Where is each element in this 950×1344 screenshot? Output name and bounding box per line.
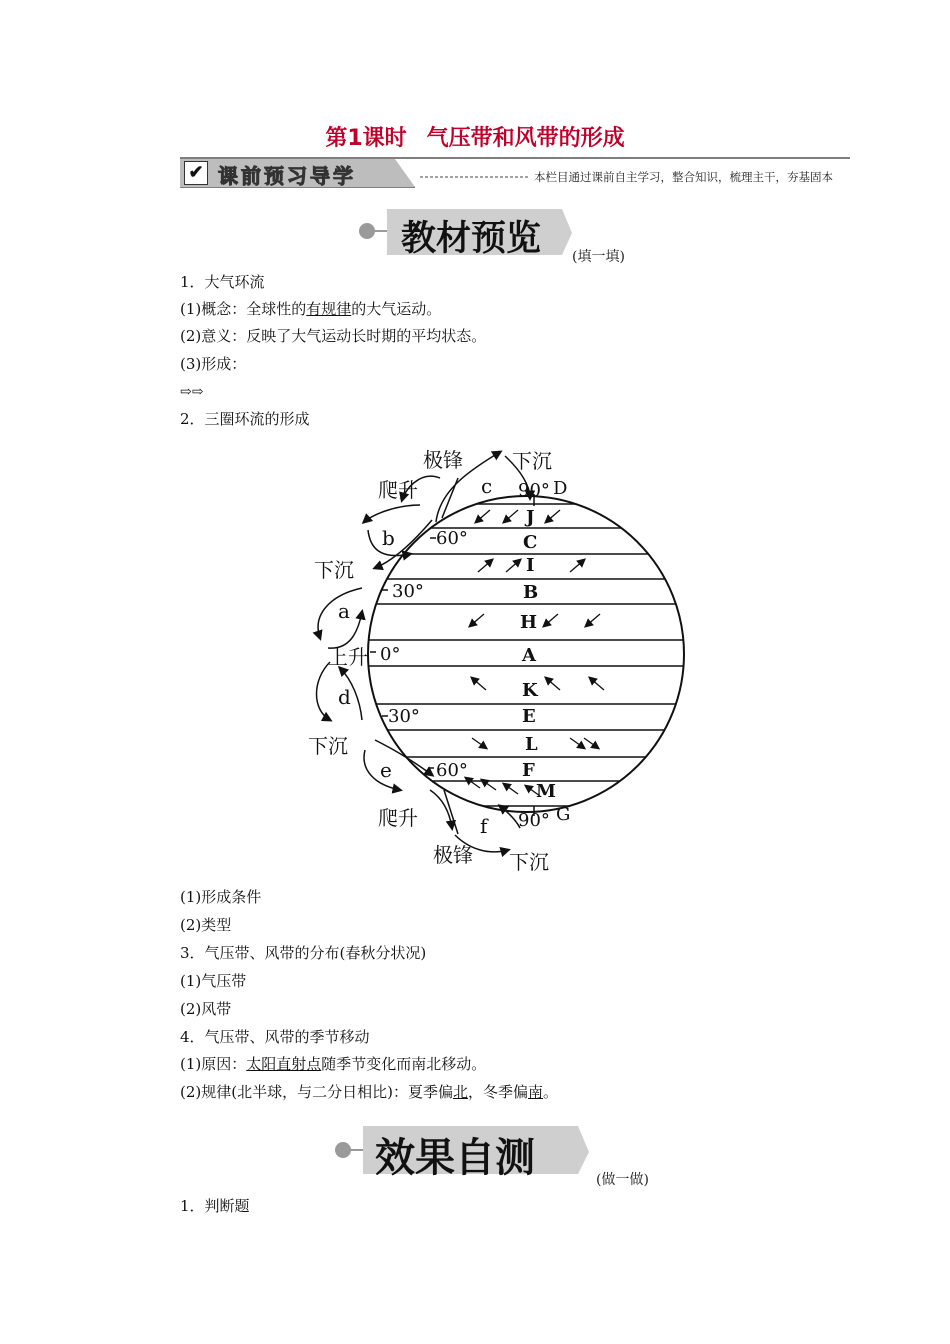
item-1-1 [180,299,441,319]
label-xiachen-bottom: 下沉 [509,850,549,874]
answer-underline: 太阳直射点 [246,1055,322,1073]
section-heading-test [333,1122,595,1181]
item-2: 2．三圈环流的形成 [180,410,310,428]
label-90-top: 90° [518,480,550,501]
item-1-3: (3)形成： [180,355,247,373]
label-I: I [526,555,535,576]
label-e: e [380,758,392,782]
label-b: b [382,526,395,550]
label-0: 0° [380,644,401,665]
label-K: K [522,680,538,701]
text: 。 [543,1083,559,1101]
label-60-bottom: 60° [436,760,468,781]
label-jifeng-bottom: 极锋 [433,843,473,867]
label-F: F [522,760,535,781]
label-C: C [523,532,538,553]
heading-text: 效果自测 [375,1135,535,1181]
label-xiachen-left-top: 下沉 [314,558,354,582]
label-J: J [526,507,535,528]
text: 的大气运动。 [351,300,442,318]
label-D: D [553,478,568,499]
item-2-1: (1)形成条件 [180,888,262,906]
label-L: L [525,734,538,755]
question-1: 1．判断题 [180,1197,250,1215]
item-2-2: (2)类型 [180,916,232,934]
label-pasheng-top: 爬升 [378,478,418,502]
text: 随季节变化而南北移动。 [321,1055,487,1073]
heading-subtitle: (做一做) [596,1172,649,1188]
label-f: f [480,814,488,838]
answer-underline: 北 [452,1083,468,1101]
three-cell-circulation-diagram [300,440,700,874]
banner-label: 课前预习导学 [218,164,356,188]
label-M: M [536,781,556,802]
label-a: a [338,599,350,623]
answer-underline: 有规律 [306,300,352,318]
label-30-top: 30° [392,581,424,602]
item-3: 3．气压带、风带的分布(春秋分状况) [180,944,427,962]
label-pasheng-bottom: 爬升 [378,806,418,830]
text: (2)规律(北半球，与二分日相比)：夏季偏 [180,1083,453,1101]
label-60-top: 60° [436,528,468,549]
label-xiachen-top: 下沉 [512,449,552,473]
check-icon: ✔ [184,161,208,185]
text: (1)概念：全球性的 [180,300,307,318]
label-c: c [481,474,493,498]
heading-subtitle: (填一填) [572,249,625,265]
label-shangsheng: 上升 [328,645,368,669]
label-H: H [520,612,538,633]
heading-text: 教材预览 [401,219,542,259]
item-4-2 [180,1082,558,1102]
item-4-1 [180,1054,486,1074]
item-1: 1．大气环流 [180,273,265,291]
label-G: G [556,804,571,825]
item-1-2: (2)意义：反映了大气运动长时期的平均状态。 [180,327,487,345]
label-B: B [523,582,539,603]
label-xiachen-left-bottom: 下沉 [308,734,348,758]
answer-underline: 南 [528,1083,544,1101]
section-heading-preview [357,205,577,259]
item-3-1: (1)气压带 [180,972,247,990]
label-d: d [338,685,351,709]
lesson-topic: 气压带和风带的形成 [426,126,625,151]
item-4: 4．气压带、风带的季节移动 [180,1028,370,1046]
text: (1)原因： [180,1055,247,1073]
label-90-bottom: 90° [518,810,550,831]
section-banner [180,157,850,189]
item-3-2: (2)风带 [180,1000,232,1018]
lesson-number: 第1课时 [325,126,407,151]
label-E: E [522,706,536,727]
text: ，冬季偏 [467,1083,528,1101]
page-title [0,121,950,152]
banner-description: 本栏目通过课前自主学习，整合知识，梳理主干，夯基固本 [534,170,833,184]
label-A: A [522,645,536,666]
label-30-bottom: 30° [388,706,420,727]
arrows: ⇨⇨ [180,384,204,400]
label-jifeng-top: 极锋 [423,448,463,472]
